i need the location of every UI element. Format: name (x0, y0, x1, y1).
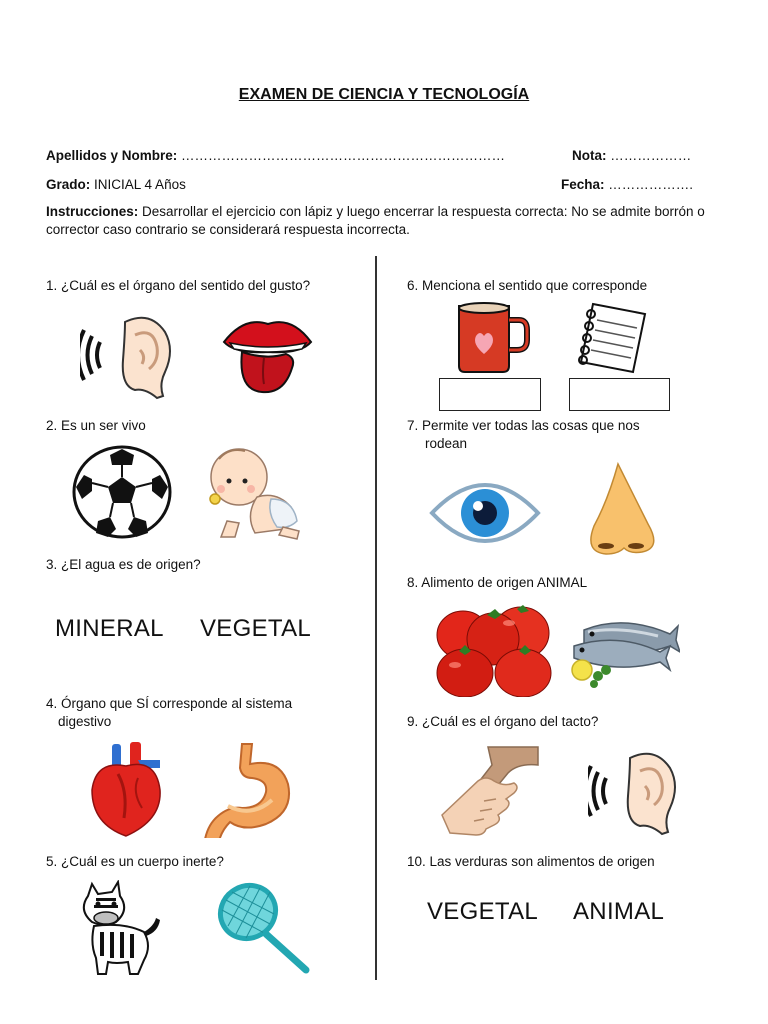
ear-icon[interactable] (80, 310, 180, 400)
fecha-line (561, 177, 693, 192)
question-3: 3. ¿El agua es de origen? (46, 557, 201, 572)
answer-box-2[interactable] (569, 378, 670, 411)
question-7-line-1: 7. Permite ver todas las cosas que nos (407, 418, 640, 433)
notebook-icon[interactable] (575, 300, 655, 376)
question-4-line-2: digestivo (58, 714, 112, 729)
question-9: 9. ¿Cuál es el órgano del tacto? (407, 714, 599, 729)
ear-icon[interactable] (588, 748, 684, 836)
heart-organ-icon[interactable] (88, 742, 164, 838)
question-1: 1. ¿Cuál es el órgano del sentido del gusto? (46, 278, 311, 293)
column-divider (375, 256, 377, 980)
question-2: 2. Es un ser vivo (46, 418, 146, 433)
nota-line (572, 148, 691, 163)
question-6: 6. Menciona el sentido que corresponde (407, 278, 648, 293)
grado-value: INICIAL 4 Años (94, 177, 186, 192)
fish-icon[interactable] (570, 612, 680, 688)
instructions (46, 203, 726, 239)
fecha-dots[interactable]: ………………. (608, 177, 694, 192)
fecha-label: Fecha: (561, 177, 605, 192)
name-line (46, 148, 505, 163)
name-dots[interactable]: ……………………………………………………………… (181, 148, 506, 163)
name-label: Apellidos y Nombre: (46, 148, 178, 163)
q3-option-mineral[interactable]: MINERAL (55, 615, 164, 642)
q10-option-vegetal[interactable]: VEGETAL (427, 898, 539, 925)
q3-option-vegetal[interactable]: VEGETAL (200, 615, 312, 642)
answer-box-1[interactable] (439, 378, 541, 411)
question-8: 8. Alimento de origen ANIMAL (407, 575, 588, 590)
question-5: 5. ¿Cuál es un cuerpo inerte? (46, 854, 224, 869)
question-7-line-2: rodean (425, 436, 468, 451)
question-4-line-1: 4. Órgano que SÍ corresponde al sistema (46, 696, 293, 711)
instructions-text: Desarrollar el ejercicio con lápiz y luego encerrar la respuesta correcta: No se admite borrón o corrector caso contrario se considerará respuesta incorrecta. (46, 204, 705, 237)
nota-label: Nota: (572, 148, 607, 163)
instructions-label: Instrucciones: (46, 204, 139, 219)
mug-icon[interactable] (455, 300, 531, 376)
zebra-icon[interactable] (74, 880, 160, 976)
mouth-tongue-icon[interactable] (220, 312, 315, 398)
question-10: 10. Las verduras son alimentos de origen (407, 854, 655, 869)
tomatoes-icon[interactable] (435, 605, 555, 697)
stomach-icon[interactable] (198, 742, 294, 838)
question-7 (407, 417, 640, 453)
soccer-ball-icon[interactable] (72, 445, 172, 539)
baby-icon[interactable] (205, 443, 305, 541)
page-title: EXAMEN DE CIENCIA Y TECNOLOGÍA (238, 86, 530, 103)
nota-dots[interactable]: ……………… (610, 148, 692, 163)
nose-icon[interactable] (578, 462, 662, 556)
eye-icon[interactable] (428, 478, 542, 548)
handshake-icon[interactable] (440, 745, 544, 837)
grado-line (46, 177, 186, 192)
tennis-racket-icon[interactable] (212, 880, 316, 978)
q10-option-animal[interactable]: ANIMAL (573, 898, 665, 925)
question-4 (46, 695, 292, 731)
grado-label: Grado: (46, 177, 91, 192)
